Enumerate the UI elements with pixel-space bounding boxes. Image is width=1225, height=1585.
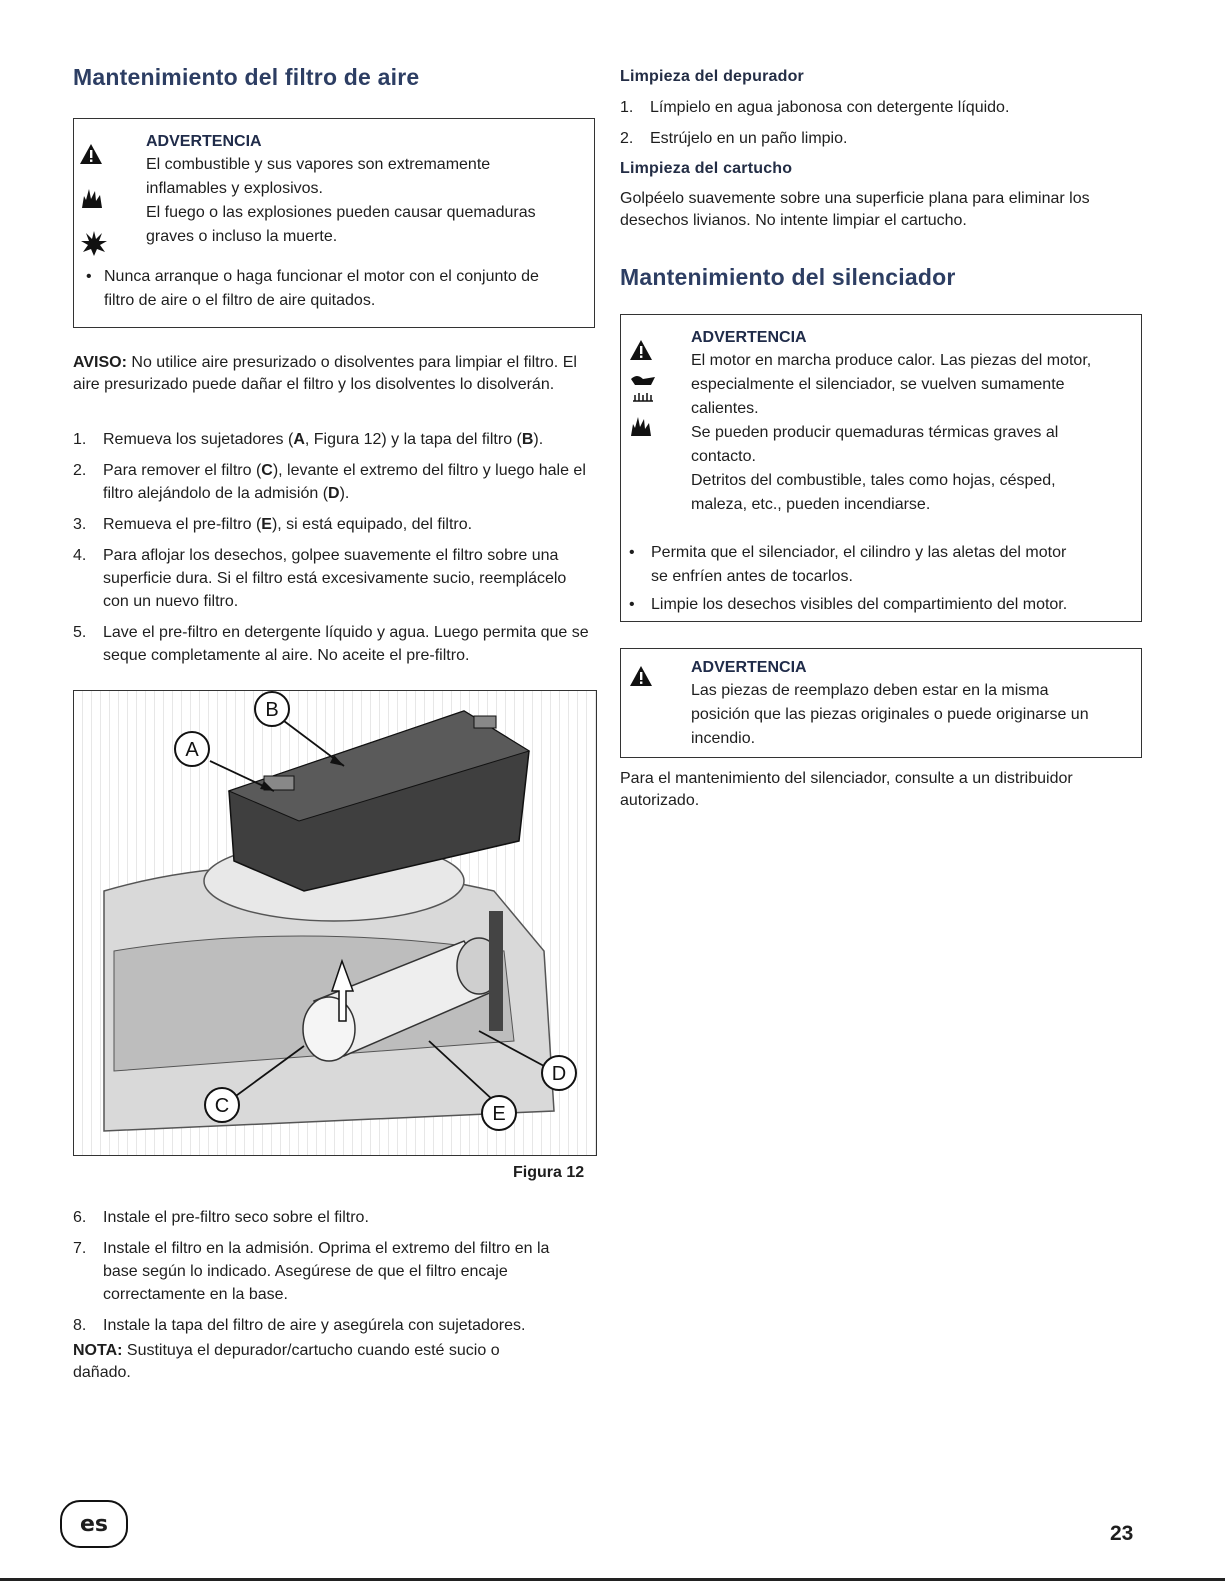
step-text: Estrújelo en un paño limpio.: [650, 130, 848, 147]
warning-triangle-icon: [629, 665, 653, 687]
step-number: 1.: [73, 431, 87, 448]
warning-title: ADVERTENCIA: [146, 133, 262, 150]
list-item: [620, 96, 1140, 119]
warning-line: Detritos del combustible, tales como hojas, césped,: [691, 472, 1056, 489]
callout-c: [205, 1088, 239, 1122]
warning-bullet-line: Nunca arranque o haga funcionar el motor con el conjunto de: [104, 268, 539, 285]
step-bold: D: [328, 485, 340, 502]
warning-line: graves o incluso la muerte.: [146, 228, 338, 245]
engine-air-filter-drawing: [74, 691, 596, 1155]
hot-surface-icon: [629, 371, 657, 407]
step-text: Remueva el pre-filtro (: [103, 516, 262, 533]
cartridge-paragraph: Golpéelo suavemente sobre una superficie plana para eliminar los desechos livianos. No intente limpiar el cartucho.: [620, 190, 1090, 229]
notice-paragraph: [73, 352, 593, 396]
left-column: [73, 64, 598, 664]
language-badge: es: [60, 1500, 128, 1548]
bullet-icon: •: [86, 268, 92, 285]
figure-caption: Figura 12: [513, 1164, 585, 1181]
section-heading-air-filter: Mantenimiento del filtro de aire: [73, 64, 420, 90]
warning-line: El combustible y sus vapores son extremamente: [146, 156, 491, 173]
step-number: 3.: [73, 516, 87, 533]
step-number: 4.: [73, 547, 87, 564]
step-text: ), levante el extremo del filtro y luego hale el filtro alejándolo de la admisión (: [103, 462, 586, 502]
callout-label: B: [265, 699, 279, 721]
warning-bullet-line: se enfríen antes de tocarlos.: [651, 568, 853, 585]
warning-line: El fuego o las explosiones pueden causar quemaduras: [146, 204, 536, 221]
note-paragraph: [73, 1340, 553, 1384]
step-text: , Figura 12) y la tapa del filtro (: [304, 431, 522, 448]
bullet-icon: •: [629, 544, 635, 561]
warning-line: incendio.: [691, 730, 756, 747]
warning-bullet-line: filtro de aire o el filtro de aire quitados.: [104, 292, 376, 309]
step-number: 1.: [620, 99, 634, 116]
warning-bullet-line: Limpie los desechos visibles del compartimiento del motor.: [651, 596, 1068, 613]
warning-line: contacto.: [691, 448, 756, 465]
callout-label: E: [492, 1103, 506, 1125]
warning-line: calientes.: [691, 400, 759, 417]
warning-line: inflamables y explosivos.: [146, 180, 323, 197]
step-bold: B: [521, 431, 534, 448]
callout-b: [255, 692, 289, 726]
section-heading-muffler: Mantenimiento del silenciador: [620, 264, 956, 290]
step-text: Remueva los sujetadores (: [103, 431, 294, 448]
step-text: Límpielo en agua jabonosa con detergente líquido.: [650, 99, 1010, 116]
list-item: [73, 1314, 598, 1337]
warning-box-heat: [620, 314, 1142, 622]
fire-icon: [629, 415, 653, 437]
warning-line: especialmente el silenciador, se vuelven sumamente: [691, 376, 1065, 393]
step-number: 7.: [73, 1240, 87, 1257]
step-text: ).: [339, 485, 350, 502]
warning-bullet-line: Permita que el silenciador, el cilindro y las aletas del motor: [651, 544, 1067, 561]
warning-bullet: [629, 593, 1134, 617]
warning-title: ADVERTENCIA: [691, 329, 807, 346]
subheading-scrubber: Limpieza del depurador: [620, 68, 804, 85]
note-text: Sustituya el depurador/cartucho cuando esté sucio o dañado.: [73, 1342, 500, 1381]
fire-icon: [80, 187, 104, 209]
warning-bullet: [86, 265, 586, 313]
step-bold: A: [293, 431, 305, 448]
warning-triangle-icon: [79, 143, 103, 165]
step-number: 5.: [73, 624, 87, 641]
callout-d: [542, 1056, 576, 1090]
explosion-icon: [80, 229, 108, 257]
step-text: Instale el filtro en la admisión. Oprima el extremo del filtro en la base según lo indicado. Asegúrese de que el filtro encaje correctamente en la base.: [103, 1240, 550, 1303]
warning-line: maleza, etc., pueden incendiarse.: [691, 496, 931, 513]
closing-paragraph: Para el mantenimiento del silenciador, consulte a un distribuidor autorizado.: [620, 770, 1073, 809]
subheading-cartridge: Limpieza del cartucho: [620, 160, 793, 177]
list-item: [73, 1237, 598, 1306]
bullet-icon: •: [629, 596, 635, 613]
page-number: 23: [1110, 1522, 1134, 1545]
warning-triangle-icon: [629, 339, 653, 361]
warning-bullet: [629, 541, 1134, 589]
step-number: 2.: [620, 130, 634, 147]
callout-label: D: [551, 1063, 567, 1085]
callout-e: [482, 1096, 516, 1130]
list-item: [73, 1206, 598, 1229]
step-bold: E: [261, 516, 272, 533]
step-number: 8.: [73, 1317, 87, 1334]
step-text: Para aflojar los desechos, golpee suavemente el filtro sobre una superficie dura. Si el filtro está excesivamente sucio, reemplácelo con un nuevo filtro.: [103, 547, 567, 610]
warning-line: posición que las piezas originales o puede originarse un: [691, 706, 1089, 723]
callout-a: [175, 732, 209, 766]
list-item: [73, 621, 593, 667]
warning-box-replacement: [620, 648, 1142, 758]
list-item: [73, 513, 593, 536]
list-item: [73, 428, 593, 451]
scrubber-steps: [620, 96, 1140, 158]
step-text: ), si está equipado, del filtro.: [271, 516, 473, 533]
list-item: [73, 459, 593, 505]
removal-steps: [73, 428, 593, 675]
notice-label: AVISO:: [73, 354, 127, 371]
callout-label: C: [214, 1095, 230, 1117]
step-text: Instale la tapa del filtro de aire y asegúrela con sujetadores.: [103, 1317, 526, 1334]
warning-line: El motor en marcha produce calor. Las piezas del motor,: [691, 352, 1092, 369]
step-number: 6.: [73, 1209, 87, 1226]
step-text: ).: [533, 431, 544, 448]
warning-box-fuel: [73, 118, 595, 328]
install-steps: [73, 1206, 598, 1345]
warning-line: Se pueden producir quemaduras térmicas graves al: [691, 424, 1059, 441]
figure-12-illustration: [73, 690, 597, 1156]
step-number: 2.: [73, 462, 87, 479]
list-item: [620, 127, 1140, 150]
notice-text: No utilice aire presurizado o disolventes para limpiar el filtro. El aire presurizado puede dañar el filtro y los disolventes lo disolverán.: [73, 354, 577, 393]
bottom-rule: [0, 1578, 1225, 1581]
step-text: Lave el pre-filtro en detergente líquido y agua. Luego permita que se seque completamente al aire. No aceite el pre-filtro.: [103, 624, 589, 664]
warning-title: ADVERTENCIA: [691, 659, 807, 676]
step-bold: C: [261, 462, 273, 479]
list-item: [73, 544, 593, 613]
warning-line: Las piezas de reemplazo deben estar en la misma: [691, 682, 1049, 699]
callout-label: A: [185, 739, 199, 761]
step-text: Para remover el filtro (: [103, 462, 262, 479]
step-text: Instale el pre-filtro seco sobre el filtro.: [103, 1209, 369, 1226]
note-label: NOTA:: [73, 1342, 123, 1359]
